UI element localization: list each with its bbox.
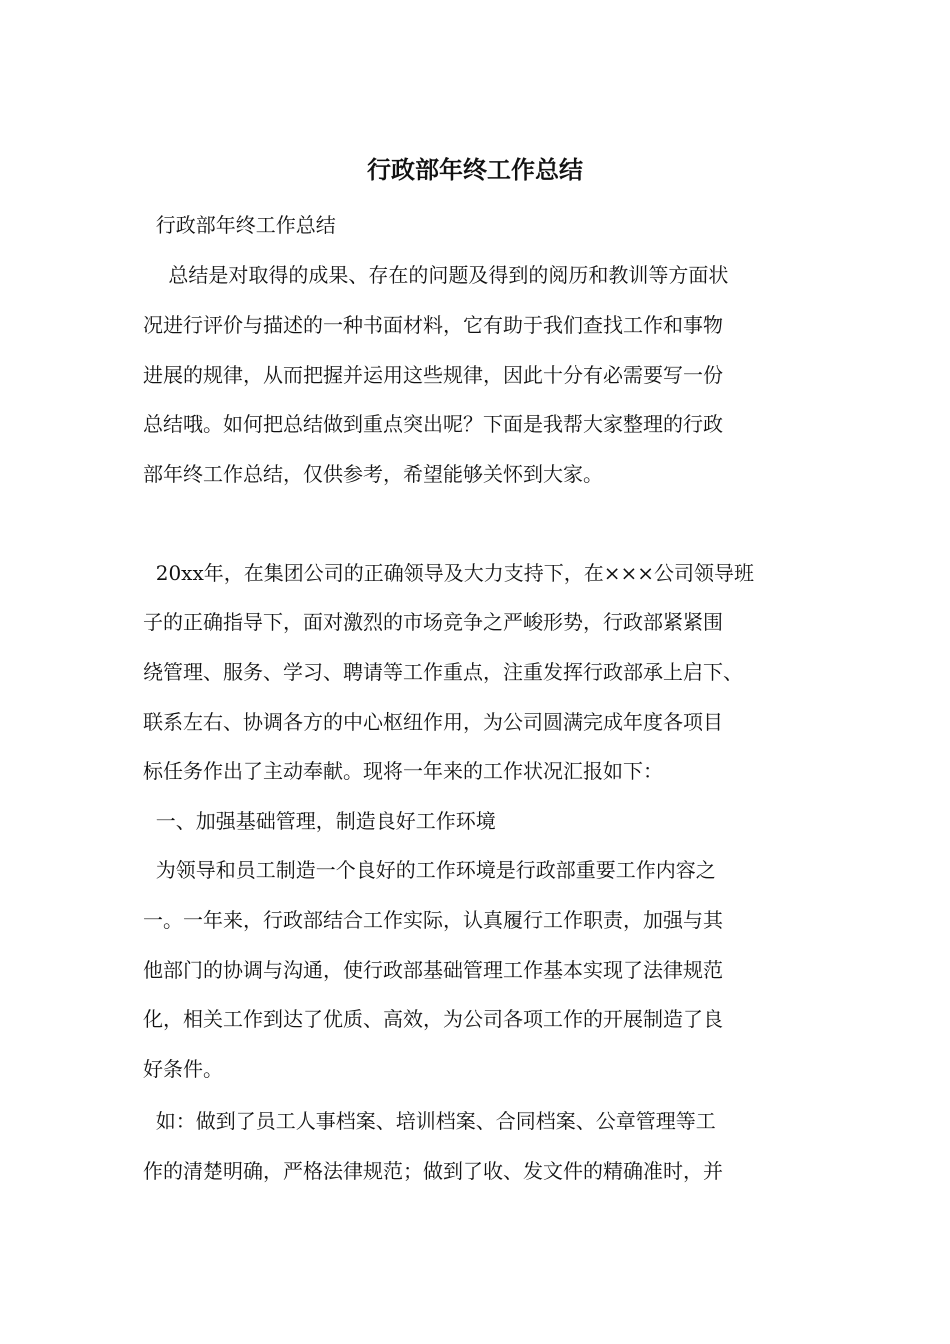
paragraph-line: 部年终工作总结，仅供参考，希望能够关怀到大家。 [143, 462, 603, 486]
paragraph-line: 如：做到了员工人事档案、培训档案、合同档案、公章管理等工 [143, 1109, 716, 1133]
section-heading: 一、加强基础管理，制造良好工作环境 [143, 809, 496, 833]
subtitle-line: 行政部年终工作总结 [143, 213, 336, 237]
paragraph-line: 总结哦。如何把总结做到重点突出呢？下面是我帮大家整理的行政 [143, 412, 723, 436]
document-title: 行政部年终工作总结 [367, 155, 583, 184]
paragraph-line: 好条件。 [143, 1057, 223, 1081]
paragraph-line: 联系左右、协调各方的中心枢纽作用，为公司圆满完成年度各项目 [143, 710, 723, 734]
paragraph-line: 作的清楚明确，严格法律规范；做到了收、发文件的精确准时，并 [143, 1159, 723, 1183]
paragraph-line: 绕管理、服务、学习、聘请等工作重点，注重发挥行政部承上启下、 [143, 660, 743, 684]
paragraph-line: 进展的规律，从而把握并运用这些规律，因此十分有必需要写一份 [143, 363, 723, 387]
paragraph-line: 一。一年来，行政部结合工作实际，认真履行工作职责，加强与其 [143, 908, 723, 932]
paragraph-line: 标任务作出了主动奉献。现将一年来的工作状况汇报如下： [143, 759, 663, 783]
paragraph-line: 总结是对取得的成果、存在的问题及得到的阅历和教训等方面状 [143, 263, 729, 287]
paragraph-line: 子的正确指导下，面对激烈的市场竞争之严峻形势，行政部紧紧围 [143, 610, 723, 634]
paragraph-line: 况进行评价与描述的一种书面材料，它有助于我们查找工作和事物 [143, 313, 723, 337]
paragraph-line: 他部门的协调与沟通，使行政部基础管理工作基本实现了法律规范 [143, 958, 723, 982]
paragraph-line: 化，相关工作到达了优质、高效，为公司各项工作的开展制造了良 [143, 1007, 723, 1031]
paragraph-line: 20xx年，在集团公司的正确领导及大力支持下，在×××公司领导班 [143, 561, 754, 585]
paragraph-line: 为领导和员工制造一个良好的工作环境是行政部重要工作内容之 [143, 858, 716, 882]
